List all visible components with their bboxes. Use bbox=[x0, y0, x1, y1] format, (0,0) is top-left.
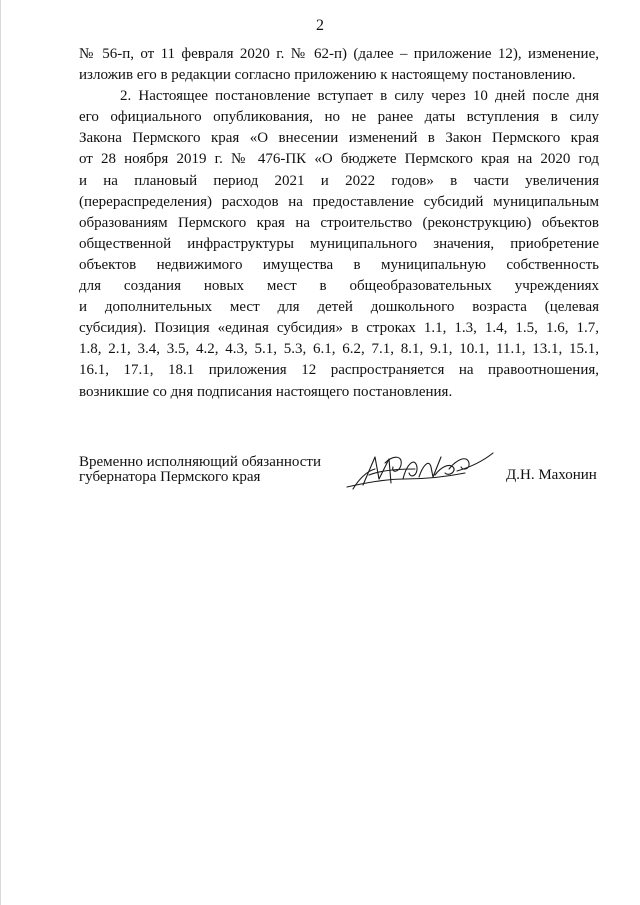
paragraph-1 bbox=[79, 44, 599, 86]
text-line: его официального опубликования, но не ранее даты вступления в силу bbox=[79, 109, 599, 126]
text-line: общественной инфраструктуры муниципального значения, приобретение bbox=[79, 235, 599, 252]
text-line: возникшие со дня подписания настоящего постановления. bbox=[79, 383, 453, 400]
text-line: объектов недвижимого имущества в муниципальную собственность bbox=[79, 256, 599, 273]
text-line: 2. Настоящее постановление вступает в силу через 10 дней после дня bbox=[120, 88, 599, 105]
text-line: образованиям Пермского края на строительство (реконструкцию) объектов bbox=[79, 214, 599, 231]
text-line: изложив его в редакции согласно приложению к настоящему постановлению. bbox=[79, 67, 576, 84]
handwritten-signature bbox=[345, 449, 495, 494]
signatory-title bbox=[79, 455, 321, 484]
signatory-title-line-2: губернатора Пермского края bbox=[79, 468, 261, 485]
text-line: 16.1, 17.1, 18.1 приложения 12 распространяется на правоотношения, bbox=[79, 362, 599, 379]
text-line: и на плановый период 2021 и 2022 годов» в части увеличения bbox=[79, 172, 599, 189]
text-line: субсидия). Позиция «единая субсидия» в строках 1.1, 1.3, 1.4, 1.5, 1.6, 1.7, bbox=[79, 320, 599, 337]
page-edge bbox=[0, 0, 1, 905]
paragraph-2 bbox=[79, 86, 599, 402]
text-line: для создания новых мест в общеобразовательных учреждениях bbox=[79, 278, 599, 295]
text-line: 1.8, 2.1, 3.4, 3.5, 4.2, 4.3, 5.1, 5.3, 6.1, 6.2, 7.1, 8.1, 9.1, 10.1, 11.1, 13.1, 15.1, bbox=[79, 341, 599, 358]
signatory-title-line-1: Временно исполняющий обязанности bbox=[79, 454, 322, 470]
text-line: № 56-п, от 11 февраля 2020 г. № 62-п) (далее – приложение 12), изменение, bbox=[79, 46, 599, 62]
text-line: (перераспределения) расходов на предоставление субсидий муниципальным bbox=[79, 193, 599, 210]
signatory-name: Д.Н. Махонин bbox=[506, 467, 597, 483]
text-line: Закона Пермского края «О внесении изменений в Закон Пермского края bbox=[79, 130, 599, 147]
page-number: 2 bbox=[316, 17, 324, 34]
text-line: от 28 ноября 2019 г. № 476-ПК «О бюджете Пермского края на 2020 год bbox=[79, 151, 599, 168]
text-line: и дополнительных мест для детей дошкольного возраста (целевая bbox=[79, 299, 599, 316]
document-body bbox=[79, 44, 599, 403]
